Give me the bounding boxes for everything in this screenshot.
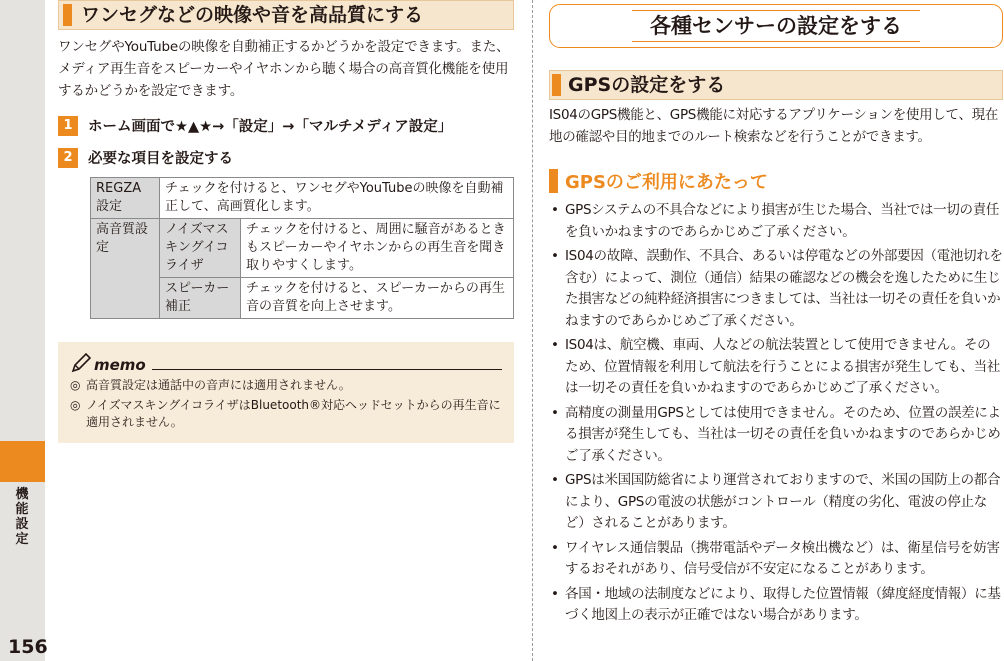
memo-title: memo <box>94 356 146 374</box>
side-tab-label: 機能設定 <box>15 487 29 547</box>
settings-table <box>90 177 514 319</box>
side-tab-bar <box>0 0 45 661</box>
list-item <box>549 584 1003 627</box>
chapter-title-box <box>549 4 1003 48</box>
right-column <box>549 0 1003 630</box>
bullet: • <box>551 472 559 488</box>
bullet: • <box>551 202 559 218</box>
note-text: ワイヤレス通信製品（携帯電話やデータ検出機など）は、衛星信号を妨害するおそれがあり、信号受信が不安定になることがあります。 <box>565 539 1000 577</box>
noise-masking-label: ノイズマスキングイコライザ <box>160 219 241 278</box>
list-item <box>549 246 1003 332</box>
speaker-correction-label: スピーカー補正 <box>160 278 241 319</box>
bullet: • <box>551 404 559 421</box>
table-row <box>91 219 514 278</box>
step-text: ホーム画面で★▲★→「設定」→「マルチメディア設定」 <box>88 119 453 135</box>
note-text: 高精度の測量用GPSとしては使用できません。そのため、位置の誤差による損害が発生しても、当社は一切その責任を負いかねますのであらかじめご了承ください。 <box>565 404 1001 464</box>
note-text: 各国・地域の法制度などにより、取得した位置情報（緯度経度情報）に基づく地図上の表示が正確ではない場合があります。 <box>565 585 1001 623</box>
list-item <box>549 335 1003 400</box>
note-text: GPSは米国国防総省により運営されておりますので、米国の国防上の都合により、GPSの電波の状態がコントロール（精度の劣化、電波の停止など）されることがあります。 <box>565 472 1001 531</box>
step-number: 1 <box>58 116 78 136</box>
note-text: IS04の故障、誤動作、不具合、あるいは停電などの外部要因（電池切れを含む）によって、測位（通信）結果の確認などの機会を逸したために生じた損害などの純粋経済損害につきましては、当社は一切その責任を負いかねますのであらかじめご了承ください。 <box>565 248 1003 329</box>
step-2 <box>58 147 514 168</box>
note-text: GPSシステムの不具合などにより損害が生じた場合、当社では一切の責任を負いかねますのであらかじめご了承ください。 <box>565 202 1000 240</box>
step-number: 2 <box>58 148 78 168</box>
section-title-gps: GPSの設定をする <box>549 70 1003 100</box>
regza-label: REGZA設定 <box>91 178 160 219</box>
section-title-quality: ワンセグなどの映像や音を高品質にする <box>58 0 514 30</box>
hq-sound-label: 高音質設定 <box>91 219 160 319</box>
list-item <box>549 470 1003 535</box>
list-item <box>549 538 1003 581</box>
step-1 <box>58 115 514 136</box>
memo-bullet: ◎ <box>70 378 81 392</box>
memo-rule <box>152 369 502 370</box>
heading-bar <box>549 169 558 193</box>
speaker-correction-desc: チェックを付けると、スピーカーからの再生音の音質を向上させます。 <box>241 278 514 319</box>
gps-notes <box>549 200 1003 627</box>
column-divider <box>532 0 533 661</box>
memo-box <box>58 342 514 443</box>
memo-item-text: ノイズマスキングイコライザはBluetooth®対応ヘッドセットからの再生音に適用されません。 <box>86 398 501 429</box>
bullet: • <box>551 248 559 264</box>
noise-masking-desc: チェックを付けると、周囲に騒音があるときもスピーカーやイヤホンからの再生音を聞き取りやすくします。 <box>241 219 514 278</box>
memo-header <box>70 348 502 374</box>
chapter-title: 各種センサーの設定をする <box>632 10 920 42</box>
memo-item <box>70 377 502 394</box>
memo-item <box>70 397 502 431</box>
list-item <box>549 403 1003 468</box>
gps-intro: IS04のGPS機能と、GPS機能に対応するアプリケーションを使用して、現在地の確認や目的地までのルート検索などを行うことができます。 <box>549 107 999 145</box>
bullet: • <box>551 585 559 602</box>
section-intro: ワンセグやYouTubeの映像を自動補正するかどうかを設定できます。また、メディア再生音をスピーカーやイヤホンから聴く場合の高音質化機能を使用するかどうかを設定できます。 <box>58 39 510 99</box>
memo-bullet: ◎ <box>70 398 81 412</box>
left-column <box>58 0 514 443</box>
memo-item-text: 高音質設定は通話中の音声には適用されません。 <box>86 378 351 392</box>
page-number: 156 <box>8 636 48 658</box>
bullet: • <box>551 337 559 353</box>
step-text: 必要な項目を設定する <box>88 151 233 167</box>
list-item <box>549 200 1003 243</box>
bullet: • <box>551 539 559 556</box>
table-row <box>91 178 514 219</box>
gps-usage-heading <box>549 168 1003 194</box>
regza-desc: チェックを付けると、ワンセグやYouTubeの映像を自動補正して、高画質化します。 <box>160 178 514 219</box>
side-tab-marker <box>0 441 45 482</box>
gps-usage-title: GPSのご利用にあたって <box>565 172 768 193</box>
pencil-icon <box>70 352 92 374</box>
note-text: IS04は、航空機、車両、人などの航法装置として使用できません。そのため、位置情報を利用して航法を行うことによる損害が発生しても、当社は一切その責任を負いかねますのであらかじめご了承ください。 <box>565 337 1001 396</box>
